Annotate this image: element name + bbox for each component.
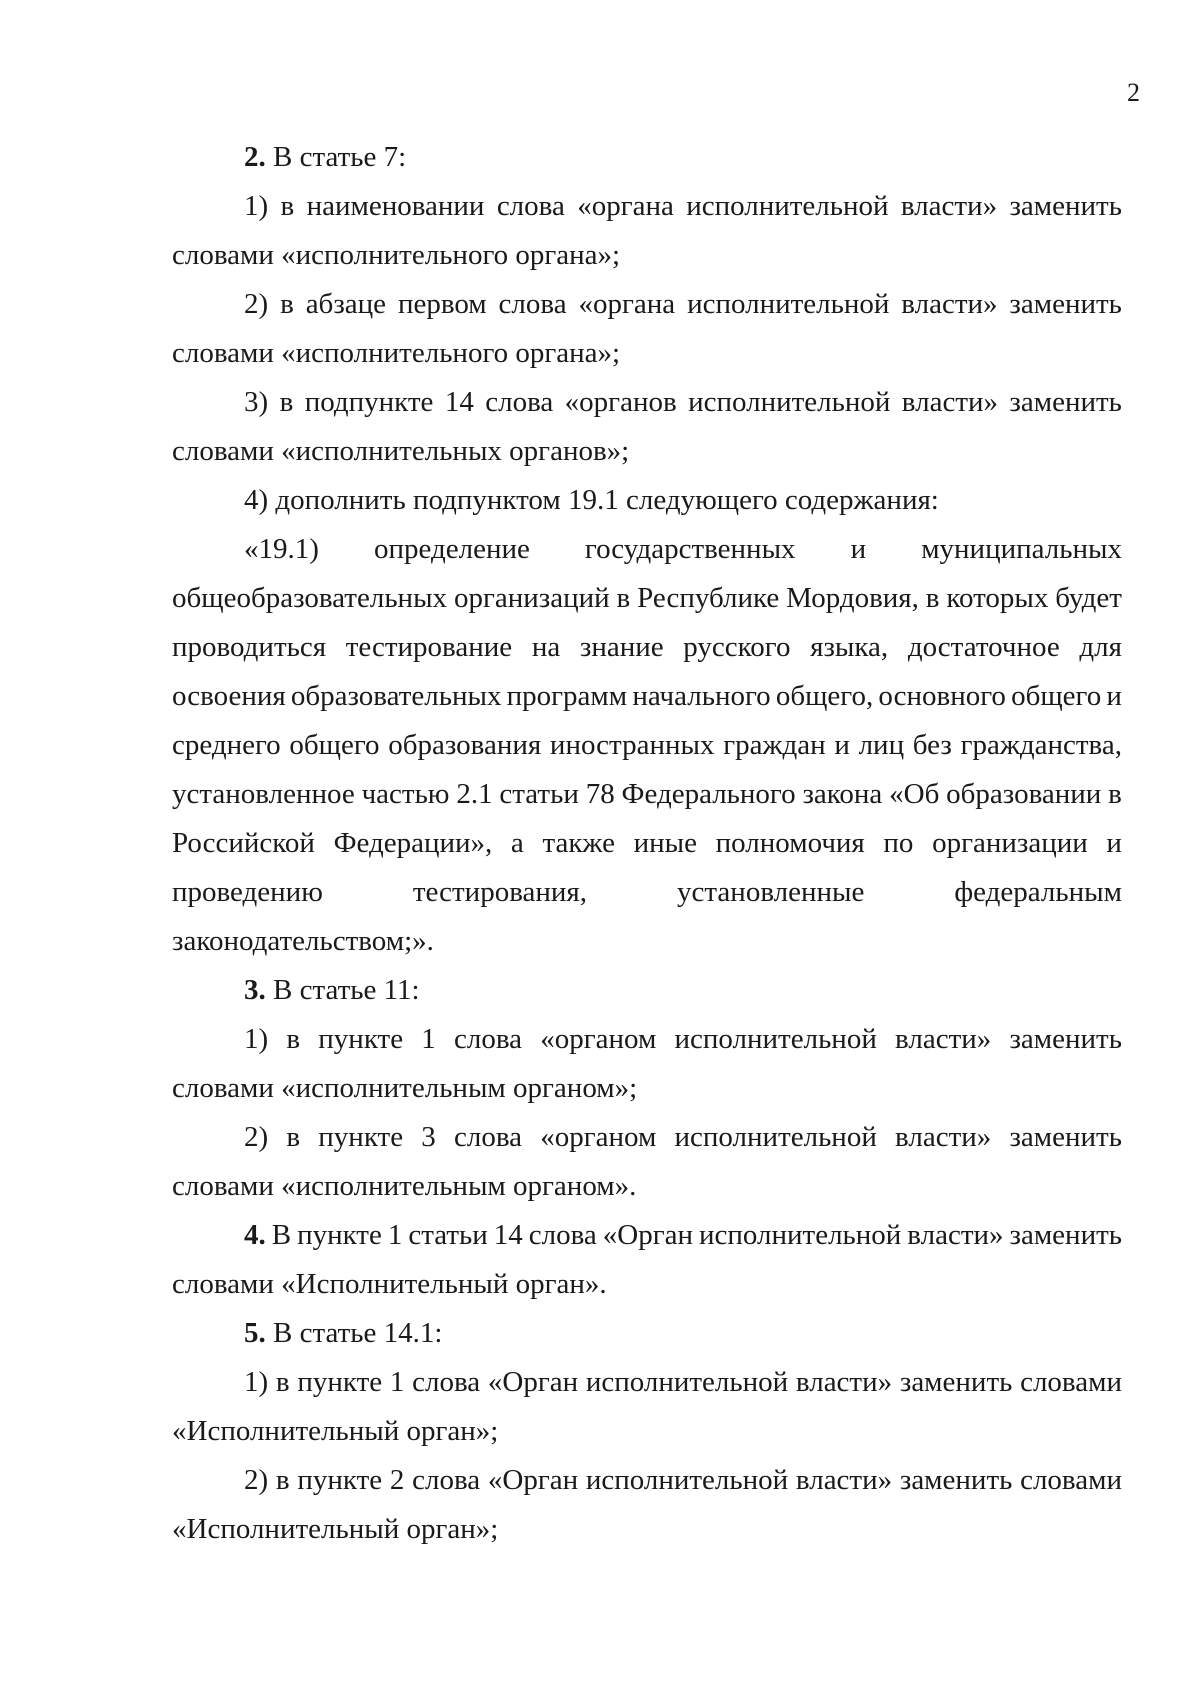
word: и bbox=[834, 729, 850, 761]
word: «органом bbox=[540, 1023, 657, 1055]
word: пункте bbox=[318, 1023, 404, 1055]
word: власти» bbox=[895, 1023, 992, 1055]
word: 3 bbox=[421, 1121, 436, 1153]
s2-item-3-line-1 bbox=[172, 378, 1122, 427]
quote-line-8 bbox=[172, 868, 1122, 917]
word: слова bbox=[485, 386, 554, 418]
s3-item-1-line-1 bbox=[172, 1015, 1122, 1064]
section-3 bbox=[172, 966, 1122, 1211]
word: власти» bbox=[900, 190, 998, 222]
word: «Об bbox=[889, 778, 940, 810]
word: государственных bbox=[584, 533, 796, 565]
s3-item-2-line-2: словами «исполнительным органом». bbox=[172, 1170, 637, 1202]
quote-line-2 bbox=[172, 574, 1122, 623]
word: 1 bbox=[389, 1366, 405, 1398]
s5-item-1-line-2: «Исполнительный орган»; bbox=[172, 1415, 499, 1447]
section-number: 4. bbox=[244, 1219, 266, 1251]
word: власти» bbox=[795, 1366, 893, 1398]
word: общего bbox=[289, 729, 380, 761]
word: общего bbox=[1011, 680, 1102, 712]
word: 1) bbox=[244, 1023, 269, 1055]
quote-line-4 bbox=[172, 672, 1122, 721]
word: слова bbox=[453, 1121, 523, 1153]
s5-item-1-line-1 bbox=[172, 1358, 1122, 1407]
word: исполнительной bbox=[688, 386, 891, 418]
word: исполнительной bbox=[686, 190, 889, 222]
word: слова bbox=[412, 1366, 481, 1398]
section-2-heading bbox=[172, 133, 1122, 182]
word: 78 bbox=[585, 778, 615, 810]
word: словами bbox=[1020, 1464, 1122, 1496]
word: освоения bbox=[172, 680, 286, 712]
word: заменить bbox=[1009, 1219, 1122, 1251]
s3-item-2-line-1 bbox=[172, 1113, 1122, 1162]
word: «19.1) bbox=[244, 533, 319, 565]
word: исполнительной bbox=[698, 1219, 902, 1251]
word: «органом bbox=[540, 1121, 657, 1153]
section-2 bbox=[172, 133, 1122, 966]
word: по bbox=[883, 827, 914, 859]
word: иностранных bbox=[549, 729, 715, 761]
word: знание bbox=[579, 631, 664, 663]
page-number: 2 bbox=[1127, 78, 1140, 107]
word: статьи bbox=[499, 778, 579, 810]
word: 2) bbox=[244, 288, 269, 320]
word: исполнительной bbox=[674, 1023, 877, 1055]
word: 2) bbox=[244, 1464, 269, 1496]
word: власти» bbox=[795, 1464, 893, 1496]
word: 14 bbox=[444, 386, 474, 418]
word: заменить bbox=[1009, 288, 1122, 320]
word: слова bbox=[528, 1219, 597, 1251]
word: наименовании bbox=[306, 190, 485, 222]
word: исполнительной bbox=[585, 1366, 789, 1398]
word: заменить bbox=[1009, 386, 1122, 418]
word: образования bbox=[388, 729, 542, 761]
section-5-heading bbox=[172, 1309, 1122, 1358]
section-number: 5. bbox=[244, 1317, 266, 1349]
word: заменить bbox=[1009, 1023, 1122, 1055]
word: «органа bbox=[577, 190, 674, 222]
word: Республике bbox=[637, 582, 780, 614]
word: среднего bbox=[172, 729, 281, 761]
word: для bbox=[1079, 631, 1122, 663]
word: проведению bbox=[172, 876, 323, 908]
word: слова bbox=[498, 288, 567, 320]
word: организации bbox=[932, 827, 1088, 859]
word: 2 bbox=[389, 1464, 405, 1496]
s5-item-2-line-2: «Исполнительный орган»; bbox=[172, 1513, 499, 1545]
word: словами bbox=[1020, 1366, 1122, 1398]
section-3-heading bbox=[172, 966, 1122, 1015]
quote-line-1 bbox=[172, 525, 1122, 574]
section-title: В статье 11: bbox=[265, 974, 420, 1006]
word: пункте bbox=[297, 1366, 383, 1398]
word: программ bbox=[506, 680, 628, 712]
word: 1 bbox=[421, 1023, 436, 1055]
word: 3) bbox=[244, 386, 269, 418]
word: слова bbox=[412, 1464, 481, 1496]
word: тестирование bbox=[345, 631, 513, 663]
word: в bbox=[1108, 778, 1122, 810]
s2-item-2-line-1 bbox=[172, 280, 1122, 329]
word: исполнительной bbox=[687, 288, 890, 320]
word: заменить bbox=[1009, 190, 1122, 222]
word: в bbox=[275, 1366, 290, 1398]
word: языка, bbox=[810, 631, 889, 663]
s4-line-1 bbox=[172, 1211, 1122, 1260]
word: пункте bbox=[318, 1121, 404, 1153]
word: В bbox=[271, 1219, 292, 1251]
s2-item-1-line-1 bbox=[172, 182, 1122, 231]
word: частью bbox=[361, 778, 450, 810]
word: 2) bbox=[244, 1121, 269, 1153]
s2-item-4-line-1: 4) дополнить подпунктом 19.1 следующего содержания: bbox=[244, 484, 939, 516]
word: 1) bbox=[244, 190, 269, 222]
word: 1 bbox=[387, 1219, 403, 1251]
quote-line-7 bbox=[172, 819, 1122, 868]
word: 1) bbox=[244, 1366, 269, 1398]
word: «Орган bbox=[487, 1464, 579, 1496]
word: Российской bbox=[172, 827, 315, 859]
word: заменить bbox=[899, 1366, 1013, 1398]
word: в bbox=[279, 386, 294, 418]
section-title: В статье 7: bbox=[265, 141, 407, 173]
quote-line-3 bbox=[172, 623, 1122, 672]
word: абзаце bbox=[305, 288, 387, 320]
word: общеобразовательных bbox=[172, 582, 448, 614]
section-title: В статье 14.1: bbox=[265, 1317, 443, 1349]
word: «органа bbox=[578, 288, 676, 320]
word: достаточное bbox=[907, 631, 1060, 663]
section-5 bbox=[172, 1309, 1122, 1554]
word: в bbox=[280, 190, 295, 222]
word: Мордовия, bbox=[786, 582, 919, 614]
word: «Орган bbox=[487, 1366, 579, 1398]
word: а bbox=[510, 827, 524, 859]
word: заменить bbox=[1009, 1121, 1122, 1153]
s2-item-1-line-2: словами «исполнительного органа»; bbox=[172, 239, 621, 271]
word: проводиться bbox=[172, 631, 327, 663]
section-4 bbox=[172, 1211, 1122, 1309]
s4-line-2: словами «Исполнительный орган». bbox=[172, 1268, 607, 1300]
word: также bbox=[542, 827, 615, 859]
s3-item-1-line-2: словами «исполнительным органом»; bbox=[172, 1072, 638, 1104]
word: в bbox=[275, 1464, 290, 1496]
document-body bbox=[172, 133, 1122, 1554]
s5-item-2-line-1 bbox=[172, 1456, 1122, 1505]
word: организаций bbox=[453, 582, 610, 614]
word: пункте bbox=[297, 1219, 382, 1251]
word: русского bbox=[683, 631, 791, 663]
word: основного bbox=[878, 680, 1006, 712]
word: заменить bbox=[899, 1464, 1013, 1496]
section-number: 3. bbox=[244, 974, 266, 1006]
word: иные bbox=[633, 827, 697, 859]
word: пункте bbox=[297, 1464, 383, 1496]
word: определение bbox=[373, 533, 530, 565]
word: федеральным bbox=[954, 876, 1122, 908]
word: в bbox=[286, 1121, 301, 1153]
word: слова bbox=[496, 190, 565, 222]
word: на bbox=[531, 631, 561, 663]
word: лиц bbox=[858, 729, 905, 761]
word: Федерального bbox=[621, 778, 796, 810]
word: власти» bbox=[895, 1121, 992, 1153]
word: закона bbox=[802, 778, 883, 810]
word: власти» bbox=[907, 1219, 1004, 1251]
word: 14 bbox=[493, 1219, 523, 1251]
word: в bbox=[286, 1023, 301, 1055]
word: и bbox=[850, 533, 867, 565]
quote-line-6 bbox=[172, 770, 1122, 819]
word: исполнительной bbox=[674, 1121, 877, 1153]
word: статьи bbox=[408, 1219, 488, 1251]
section-number: 2. bbox=[244, 141, 266, 173]
word: тестирования, bbox=[412, 876, 588, 908]
quote-line-5 bbox=[172, 721, 1122, 770]
word: которых bbox=[946, 582, 1049, 614]
s2-item-3-line-2: словами «исполнительных органов»; bbox=[172, 435, 630, 467]
word: полномочия bbox=[715, 827, 865, 859]
word: 2.1 bbox=[456, 778, 493, 810]
word: и bbox=[1106, 680, 1122, 712]
word: без bbox=[912, 729, 952, 761]
s2-item-2-line-2: словами «исполнительного органа»; bbox=[172, 337, 621, 369]
word: слова bbox=[453, 1023, 523, 1055]
word: граждан bbox=[723, 729, 826, 761]
word: гражданства, bbox=[960, 729, 1122, 761]
word: установленные bbox=[677, 876, 865, 908]
word: Федерации», bbox=[333, 827, 493, 859]
word: «Орган bbox=[602, 1219, 693, 1251]
word: общего, bbox=[775, 680, 874, 712]
word: подпункте bbox=[304, 386, 434, 418]
word: образовании bbox=[946, 778, 1102, 810]
word: начального bbox=[632, 680, 771, 712]
word: первом bbox=[397, 288, 487, 320]
word: исполнительной bbox=[585, 1464, 789, 1496]
word: образовательных bbox=[290, 680, 502, 712]
word: установленное bbox=[172, 778, 355, 810]
word: власти» bbox=[901, 386, 999, 418]
quote-line-9: законодательством;». bbox=[172, 925, 434, 957]
word: будет bbox=[1055, 582, 1122, 614]
word: в bbox=[616, 582, 631, 614]
word: муниципальных bbox=[921, 533, 1122, 565]
word: власти» bbox=[901, 288, 998, 320]
word: «органов bbox=[564, 386, 677, 418]
word: в bbox=[280, 288, 294, 320]
word: в bbox=[925, 582, 940, 614]
word: и bbox=[1106, 827, 1122, 859]
